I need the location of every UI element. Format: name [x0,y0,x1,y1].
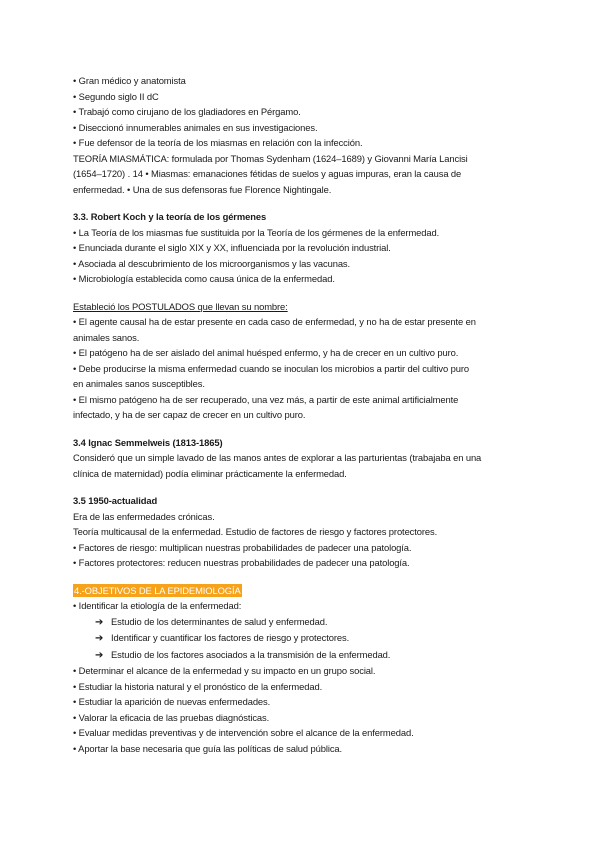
paragraph-line: infectado, y ha de ser capaz de crecer en un cultivo puro. [73,409,306,420]
list-item: • Factores protectores: reducen nuestras probabilidades de padecer una patología. [73,557,410,568]
postulados-heading: Estableció los POSTULADOS que llevan su nombre: [73,300,288,312]
paragraph-line: (1654–1720) . 14 • Miasmas: emanaciones fétidas de suelos y aguas impuras, eran la causa de [73,168,462,179]
list-item: • Evaluar medidas preventivas y de intervención sobre el alcance de la enfermedad. [73,727,414,738]
arrow-right-icon: ➔ [95,649,104,661]
list-item: • Diseccionó innumerables animales en sus investigaciones. [73,121,318,133]
document-content [73,73,533,756]
actualidad-section [73,493,533,571]
paragraph-line: animales sanos. [73,331,140,343]
arrow-right-icon: ➔ [95,616,104,628]
intro-bullet-list [73,73,533,151]
section-heading: 3.4 Ignac Semmelweis (1813-1865) [73,436,223,448]
section-heading: 3.5 1950-actualidad [73,495,158,506]
list-item: • Microbiología establecida como causa única de la enfermedad. [73,273,335,284]
sub-list-item-label: Estudio de los factores asociados a la transmisión de la enfermedad. [111,648,391,660]
paragraph-line: clínica de maternidad) podía eliminar prácticamente la enfermedad. [73,467,347,479]
list-item: • Segundo siglo II dC [73,90,159,102]
list-item: • Factores de riesgo: multiplican nuestras probabilidades de padecer una patología. [73,541,412,553]
sub-list-item [73,647,533,664]
semmelweis-section [73,435,533,482]
paragraph-line: Teoría multicausal de la enfermedad. Estudio de factores de riesgo y factores protectores. [73,526,438,537]
paragraph-line: • El agente causal ha de estar presente en cada caso de enfermedad, y no ha de estar presente en [73,316,476,327]
list-item: • Estudiar la historia natural y el pronóstico de la enfermedad. [73,680,323,692]
paragraph-line: Era de las enfermedades crónicas. [73,510,215,522]
sub-list-item [73,630,533,647]
list-item: • Gran médico y anatomista [73,75,186,86]
postulados-section [73,299,533,423]
paragraph-line: Consideró que un simple lavado de las manos antes de explorar a las parturientas (trabajaba en una [73,452,482,463]
paragraph-line: enfermedad. • Una de sus defensoras fue Florence Nightingale. [73,183,332,195]
section-heading: 3.3. Robert Koch y la teoría de los gérmenes [73,211,267,222]
objetivos-section [73,583,533,757]
arrow-right-icon: ➔ [95,633,104,644]
miasmatic-theory-paragraph [73,151,533,198]
koch-section [73,209,533,287]
sub-list-item [73,614,533,631]
highlighted-section-heading: 4.-OBJETIVOS DE LA EPIDEMIOLOGÍA [74,584,241,596]
paragraph-line: • El patógeno ha de ser aislado del animal huésped enfermo, y ha de crecer en un cultivo puro. [73,347,459,358]
list-item: • Enunciada durante el siglo XIX y XX, influenciada por la revolución industrial. [73,242,391,253]
paragraph-line: • Debe producirse la misma enfermedad cuando se inoculan los microbios a partir del cultivo puro [73,362,469,374]
list-item: • Determinar el alcance de la enfermedad y su impacto en un grupo social. [73,665,376,676]
paragraph-line: • El mismo patógeno ha de ser recuperado, una vez más, a partir de este animal artificialmente [73,393,459,405]
list-item: • La Teoría de los miasmas fue sustituida por la Teoría de los gérmenes de la enfermedad. [73,226,440,238]
list-item: • Trabajó como cirujano de los gladiadores en Pérgamo. [73,106,301,117]
list-item: • Identificar la etiología de la enfermedad: [73,600,242,611]
paragraph-line: en animales sanos susceptibles. [73,378,205,389]
list-item: • Valorar la eficacia de las pruebas diagnósticas. [73,711,270,723]
list-item: • Aportar la base necesaria que guía las políticas de salud pública. [73,742,343,754]
list-item: • Estudiar la aparición de nuevas enfermedades. [73,696,271,707]
list-item: • Fue defensor de la teoría de los miasmas en relación con la infección. [73,137,363,148]
sub-list-item-label: Estudio de los determinantes de salud y enfermedad. [111,615,328,627]
paragraph-line: TEORÍA MIASMÁTICA: formulada por Thomas Sydenham (1624–1689) y Giovanni María Lancisi [73,152,468,164]
sub-list-item-label: Identificar y cuantificar los factores de riesgo y protectores. [111,632,350,643]
list-item: • Asociada al descubrimiento de los microorganismos y las vacunas. [73,257,351,269]
